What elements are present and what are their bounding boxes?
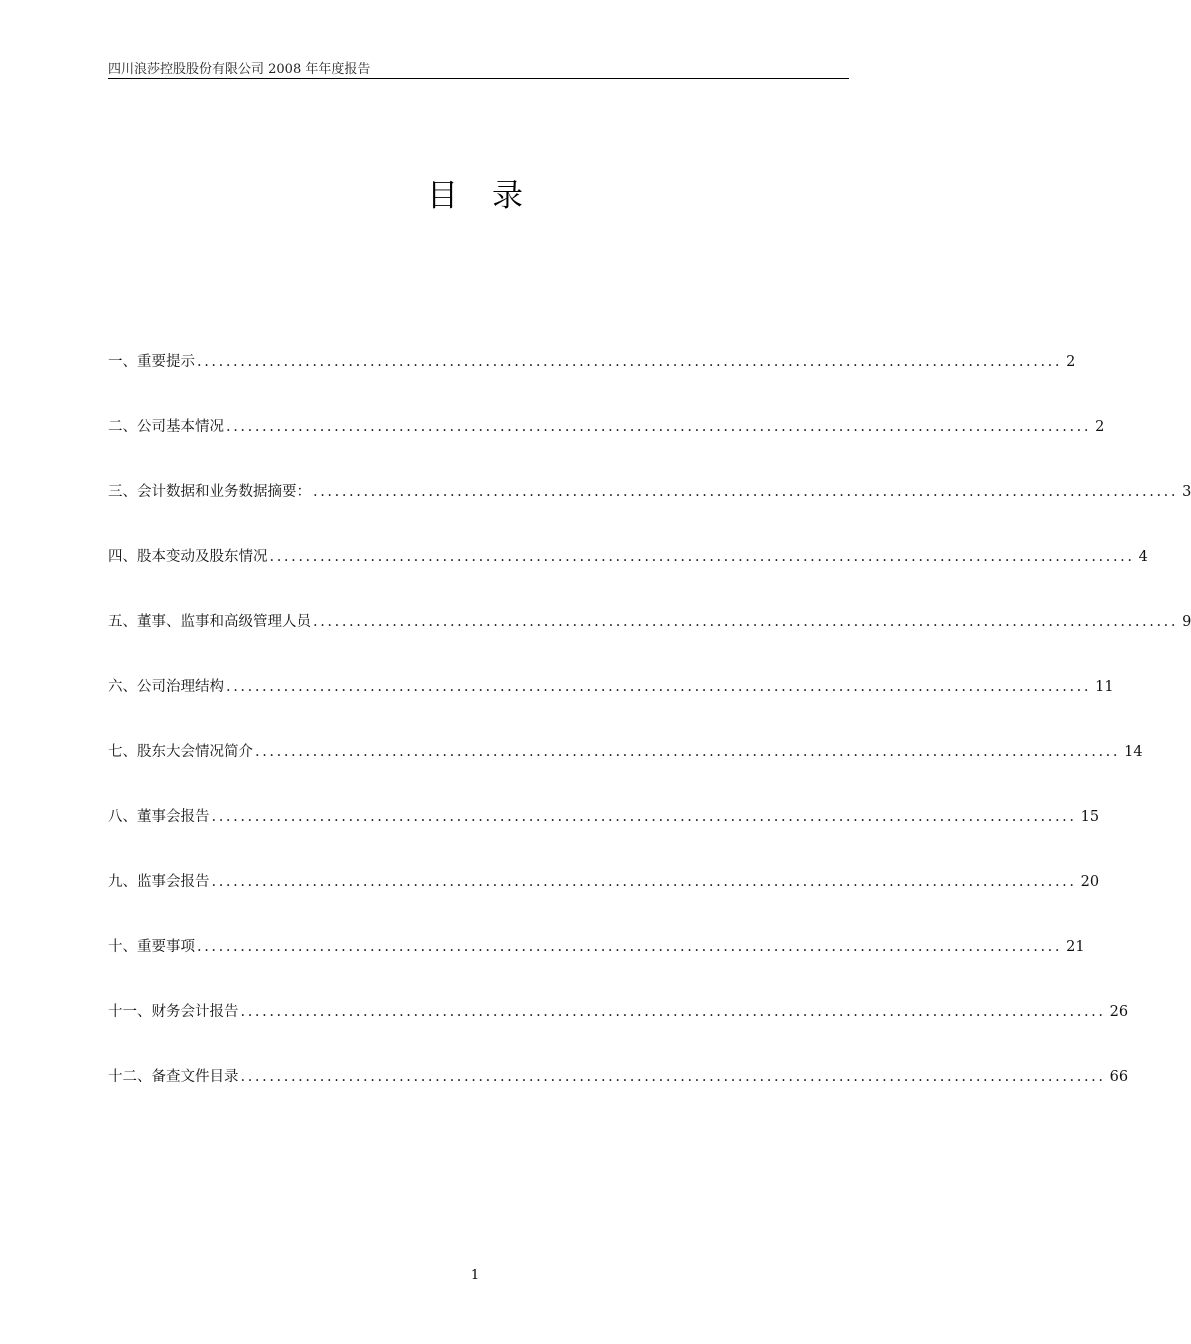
toc-item-1[interactable]: [108, 350, 1076, 374]
toc-item-9[interactable]: [108, 870, 1100, 894]
toc-item-10[interactable]: [108, 935, 1085, 959]
toc-item-label: 十、重要事项: [108, 939, 195, 955]
toc-item-label: 八、董事会报告: [108, 809, 210, 825]
toc-item-label: 九、监事会报告: [108, 874, 210, 890]
toc-leader-dots: ........................................................................................................................: [240, 1004, 1106, 1020]
toc-item-page: 66: [1109, 1069, 1129, 1085]
toc-item-6[interactable]: [108, 675, 1114, 699]
toc-item-page: 3: [1182, 484, 1191, 500]
toc-item-label: 四、股本变动及股东情况: [108, 549, 268, 565]
page-number: 1: [470, 1268, 480, 1283]
page-title: 目录: [427, 178, 557, 214]
toc-item-page: 2: [1066, 354, 1076, 370]
toc-leader-dots: ........................................................................................................................: [255, 744, 1121, 760]
toc-item-label: 二、公司基本情况: [108, 419, 224, 435]
toc-leader-dots: ........................................................................................................................: [211, 809, 1077, 825]
page-header: [108, 56, 849, 79]
toc-item-label: 五、董事、监事和高级管理人员: [108, 614, 311, 630]
toc-leader-dots: ........................................................................................................................: [269, 549, 1135, 565]
toc-leader-dots: ........................................................................................................................: [226, 679, 1092, 695]
toc-item-5[interactable]: [108, 610, 1191, 634]
toc-item-4[interactable]: [108, 545, 1148, 569]
toc-item-label: 十二、备查文件目录: [108, 1069, 239, 1085]
toc-item-11[interactable]: [108, 1000, 1129, 1024]
toc-item-page: 9: [1182, 614, 1191, 630]
toc-leader-dots: ........................................................................................................................: [226, 419, 1092, 435]
header-title: 四川浪莎控股股份有限公司 2008 年年度报告: [108, 62, 371, 77]
toc-item-label: 三、会计数据和业务数据摘要：: [108, 484, 311, 500]
toc-item-page: 14: [1124, 744, 1143, 760]
toc-leader-dots: ........................................................................................................................: [313, 484, 1179, 500]
toc-item-label: 七、股东大会情况简介: [108, 744, 253, 760]
toc-item-page: 11: [1095, 679, 1114, 695]
toc-item-12[interactable]: [108, 1065, 1129, 1089]
toc-item-label: 一、重要提示: [108, 354, 195, 370]
toc-item-8[interactable]: [108, 805, 1100, 829]
toc-item-2[interactable]: [108, 415, 1105, 439]
toc-item-page: 15: [1080, 809, 1100, 825]
toc-leader-dots: ........................................................................................................................: [197, 939, 1063, 955]
toc-item-page: 21: [1066, 939, 1085, 955]
toc-item-label: 六、公司治理结构: [108, 679, 224, 695]
toc-item-7[interactable]: [108, 740, 1143, 764]
toc-item-page: 4: [1138, 549, 1148, 565]
toc-leader-dots: ........................................................................................................................: [240, 1069, 1106, 1085]
toc-item-page: 26: [1109, 1004, 1129, 1020]
toc-leader-dots: ........................................................................................................................: [197, 354, 1063, 370]
toc-item-page: 2: [1095, 419, 1105, 435]
toc-item-3[interactable]: [108, 480, 1191, 504]
toc-leader-dots: ........................................................................................................................: [211, 874, 1077, 890]
toc-leader-dots: ........................................................................................................................: [313, 614, 1179, 630]
toc-item-page: 20: [1080, 874, 1100, 890]
toc-item-label: 十一、财务会计报告: [108, 1004, 239, 1020]
